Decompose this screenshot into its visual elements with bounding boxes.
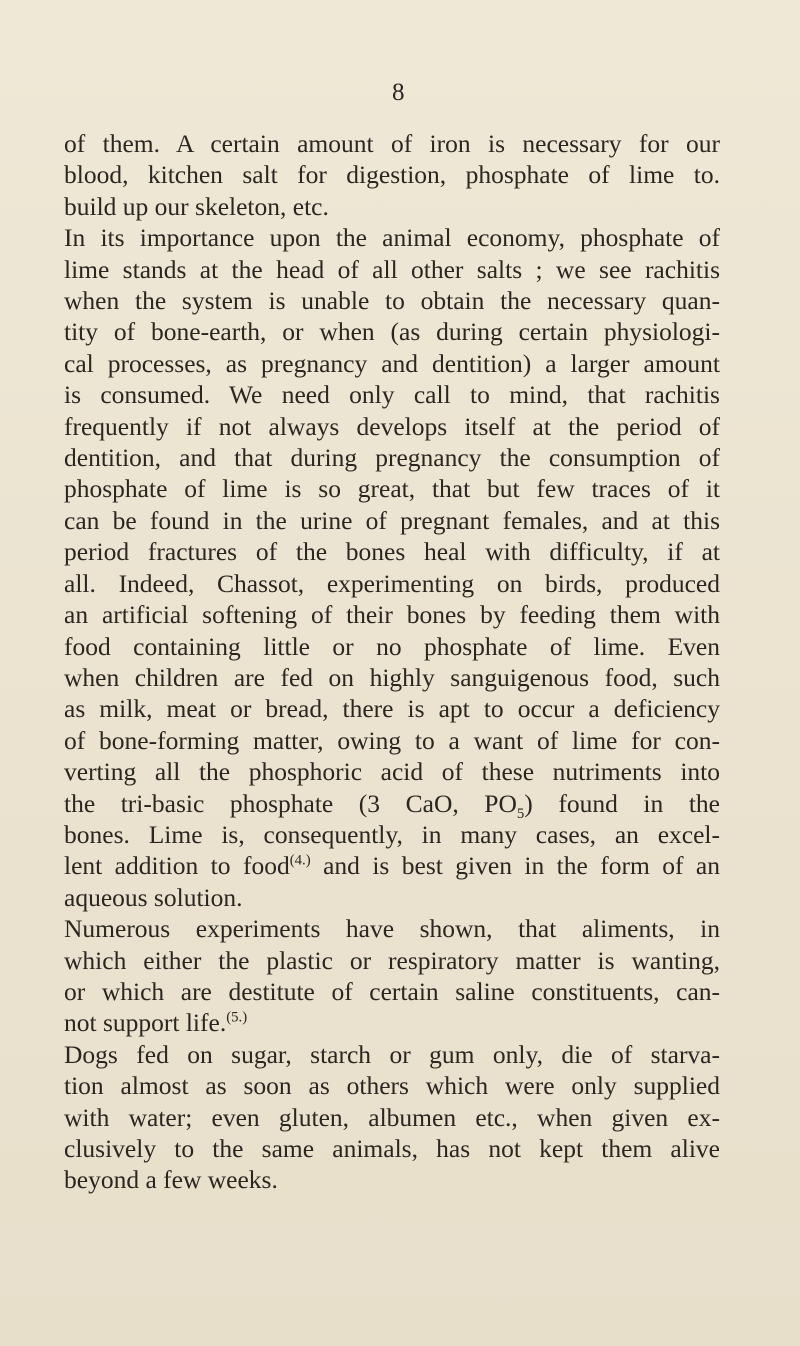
formula-text-before: the tri-basic phosphate (3 CaO, PO xyxy=(64,788,517,818)
text-line-13: can be found in the urine of pregnant females, and at this xyxy=(64,505,720,535)
text-line-6: when the system is unable to obtain the necessary quan- xyxy=(64,286,720,316)
text-line-3: build up our skeleton, etc. xyxy=(64,191,329,221)
text-line-27: which either the plastic or respiratory matter is wanting, xyxy=(64,945,720,975)
footnote-marker-5: (5.) xyxy=(226,1009,248,1026)
page-number: 8 xyxy=(392,79,405,106)
formula-subscript: 5 xyxy=(516,805,525,822)
text-line-4: In its importance upon the animal economy, phosphate of xyxy=(64,223,720,253)
text-line-8: cal processes, as pregnancy and dentition) a larger amount xyxy=(64,348,720,378)
text-line-18: when children are fed on highly sanguigenous food, such xyxy=(64,662,720,692)
footnote-reference-line-4 xyxy=(64,850,720,881)
text-line-34: beyond a few weeks. xyxy=(64,1165,278,1195)
text-line-30: Dogs fed on sugar, starch or gum only, die of starva- xyxy=(64,1039,720,1069)
text-line-12: phosphate of lime is so great, that but few traces of it xyxy=(64,474,720,504)
text-line-11: dentition, and that during pregnancy the consumption of xyxy=(64,443,720,473)
footnote-line-text-before: lent addition to food xyxy=(64,851,290,881)
footnote-reference-line-5 xyxy=(64,1007,720,1038)
text-line-14: period fractures of the bones heal with difficulty, if at xyxy=(64,537,720,567)
formula-text-after: ) found in the xyxy=(524,788,720,818)
text-line-17: food containing little or no phosphate of lime. Even xyxy=(64,631,720,661)
text-line-21: verting all the phosphoric acid of these nutriments into xyxy=(64,757,720,787)
footnote-marker-4: (4.) xyxy=(289,852,311,869)
text-line-15: all. Indeed, Chassot, experimenting on birds, produced xyxy=(64,568,720,598)
footnote-line-5-text: not support life. xyxy=(64,1008,227,1038)
body-text xyxy=(64,128,720,1196)
text-line-32: with water; even gluten, albumen etc., when given ex- xyxy=(64,1102,720,1132)
text-line-25: aqueous solution. xyxy=(64,882,243,912)
text-line-10: frequently if not always develops itself at the period of xyxy=(64,411,720,441)
text-line-20: of bone-forming matter, owing to a want of lime for con- xyxy=(64,725,720,755)
text-line-33: clusively to the same animals, has not kept them alive xyxy=(64,1134,720,1163)
text-line-28: or which are destitute of certain saline constituents, can- xyxy=(64,976,720,1006)
formula-line xyxy=(64,788,720,822)
text-line-2: blood, kitchen salt for digestion, phosphate of lime to. xyxy=(64,160,720,190)
text-line-31: tion almost as soon as others which were only supplied xyxy=(64,1071,720,1101)
text-line-7: tity of bone-earth, or when (as during certain physiologi- xyxy=(64,317,720,347)
footnote-line-text-after: and is best given in the form of an xyxy=(310,851,720,881)
text-line-1: of them. A certain amount of iron is necessary for our xyxy=(64,129,720,158)
text-line-5: lime stands at the head of all other salts ; we see rachitis xyxy=(64,254,720,284)
text-line-23: bones. Lime is, consequently, in many cases, an excel- xyxy=(64,819,720,849)
text-line-16: an artificial softening of their bones by feeding them with xyxy=(64,600,720,630)
text-line-19: as milk, meat or bread, there is apt to occur a deficiency xyxy=(64,694,720,724)
text-line-26: Numerous experiments have shown, that aliments, in xyxy=(64,914,720,944)
text-line-9: is consumed. We need only call to mind, that rachitis xyxy=(64,380,720,410)
